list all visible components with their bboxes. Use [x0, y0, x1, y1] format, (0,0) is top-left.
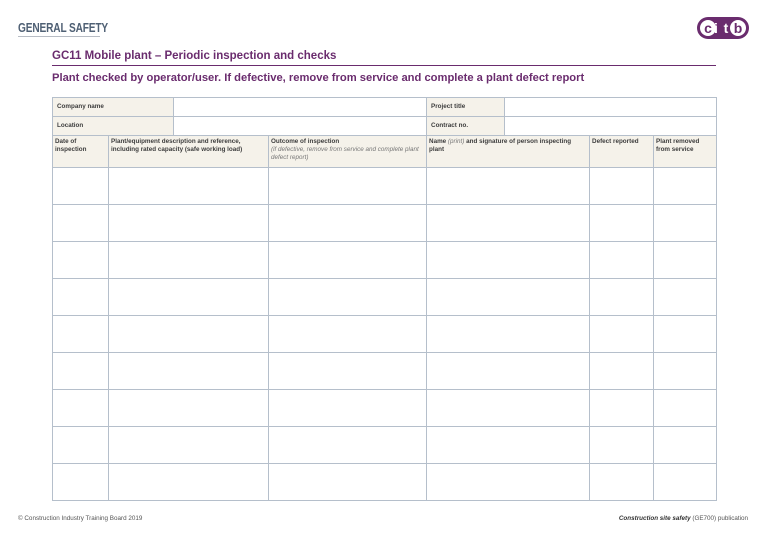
table-row	[53, 168, 717, 205]
cell-date[interactable]	[53, 205, 109, 242]
cell-outcome[interactable]	[269, 353, 427, 390]
table-row	[53, 242, 717, 279]
cell-date[interactable]	[53, 353, 109, 390]
cell-date[interactable]	[53, 390, 109, 427]
col-header-defect: Defect reported	[590, 136, 654, 168]
brand-divider	[18, 36, 100, 37]
contract-no-label: Contract no.	[427, 117, 505, 136]
citb-logo	[697, 17, 749, 39]
cell-plant[interactable]	[109, 464, 269, 501]
cell-date[interactable]	[53, 464, 109, 501]
cell-name[interactable]	[427, 316, 590, 353]
cell-removed[interactable]	[654, 279, 717, 316]
cell-removed[interactable]	[654, 205, 717, 242]
cell-removed[interactable]	[654, 242, 717, 279]
cell-outcome[interactable]	[269, 427, 427, 464]
cell-defect[interactable]	[590, 427, 654, 464]
cell-date[interactable]	[53, 427, 109, 464]
company-name-field[interactable]	[174, 98, 427, 117]
cell-defect[interactable]	[590, 390, 654, 427]
cell-name[interactable]	[427, 168, 590, 205]
name-print-note: (print)	[447, 138, 465, 145]
cell-name[interactable]	[427, 390, 590, 427]
cell-defect[interactable]	[590, 205, 654, 242]
cell-name[interactable]	[427, 427, 590, 464]
logo-badge: c i t b	[697, 17, 749, 39]
publication-title: Construction site safety	[618, 515, 691, 522]
cell-defect[interactable]	[590, 316, 654, 353]
cell-name[interactable]	[427, 464, 590, 501]
cell-date[interactable]	[53, 279, 109, 316]
contract-no-field[interactable]	[505, 117, 717, 136]
cell-defect[interactable]	[590, 242, 654, 279]
cell-name[interactable]	[427, 205, 590, 242]
table-row	[53, 427, 717, 464]
cell-plant[interactable]	[109, 353, 269, 390]
copyright-footer: © Construction Industry Training Board 2019	[18, 515, 143, 522]
table-row	[53, 316, 717, 353]
col-header-removed: Plant removed from service	[654, 136, 717, 168]
page-title: GC11 Mobile plant – Periodic inspection and checks	[52, 50, 337, 62]
table-row	[53, 464, 717, 501]
cell-outcome[interactable]	[269, 316, 427, 353]
cell-removed[interactable]	[654, 353, 717, 390]
location-field[interactable]	[174, 117, 427, 136]
cell-date[interactable]	[53, 316, 109, 353]
cell-removed[interactable]	[654, 427, 717, 464]
cell-defect[interactable]	[590, 279, 654, 316]
section-brand: GENERAL SAFETY	[18, 20, 109, 35]
cell-plant[interactable]	[109, 168, 269, 205]
page-subtitle: Plant checked by operator/user. If defective, remove from service and complete a plant defect report	[52, 72, 585, 84]
col-header-outcome	[269, 136, 427, 168]
cell-date[interactable]	[53, 168, 109, 205]
col-header-plant: Plant/equipment description and reference, including rated capacity (safe working load)	[109, 136, 269, 168]
cell-plant[interactable]	[109, 316, 269, 353]
inspection-table	[52, 97, 717, 501]
col-header-name	[427, 136, 590, 168]
project-title-field[interactable]	[505, 98, 717, 117]
project-title-label: Project title	[427, 98, 505, 117]
cell-outcome[interactable]	[269, 168, 427, 205]
table-body	[53, 168, 717, 501]
cell-plant[interactable]	[109, 205, 269, 242]
table-row	[53, 205, 717, 242]
cell-name[interactable]	[427, 353, 590, 390]
table-row	[53, 353, 717, 390]
cell-name[interactable]	[427, 279, 590, 316]
cell-removed[interactable]	[654, 464, 717, 501]
cell-removed[interactable]	[654, 168, 717, 205]
outcome-note: (if defective, remove from service and complete plant defect report)	[271, 146, 419, 162]
cell-removed[interactable]	[654, 316, 717, 353]
cell-plant[interactable]	[109, 242, 269, 279]
name-suffix: and signature of person inspecting plant	[429, 138, 572, 154]
cell-defect[interactable]	[590, 353, 654, 390]
cell-outcome[interactable]	[269, 279, 427, 316]
title-divider	[52, 65, 716, 66]
cell-plant[interactable]	[109, 427, 269, 464]
cell-plant[interactable]	[109, 390, 269, 427]
table-row	[53, 390, 717, 427]
publication-footer	[619, 515, 748, 522]
cell-outcome[interactable]	[269, 205, 427, 242]
outcome-label: Outcome of inspection	[271, 138, 340, 145]
name-prefix: Name	[429, 138, 448, 145]
col-header-date: Date of inspection	[53, 136, 109, 168]
cell-defect[interactable]	[590, 168, 654, 205]
cell-name[interactable]	[427, 242, 590, 279]
cell-plant[interactable]	[109, 279, 269, 316]
cell-outcome[interactable]	[269, 242, 427, 279]
table-row	[53, 279, 717, 316]
cell-outcome[interactable]	[269, 464, 427, 501]
cell-date[interactable]	[53, 242, 109, 279]
publication-rest: (GE700) publication	[690, 515, 748, 522]
company-name-label: Company name	[53, 98, 174, 117]
cell-removed[interactable]	[654, 390, 717, 427]
cell-defect[interactable]	[590, 464, 654, 501]
cell-outcome[interactable]	[269, 390, 427, 427]
location-label: Location	[53, 117, 174, 136]
